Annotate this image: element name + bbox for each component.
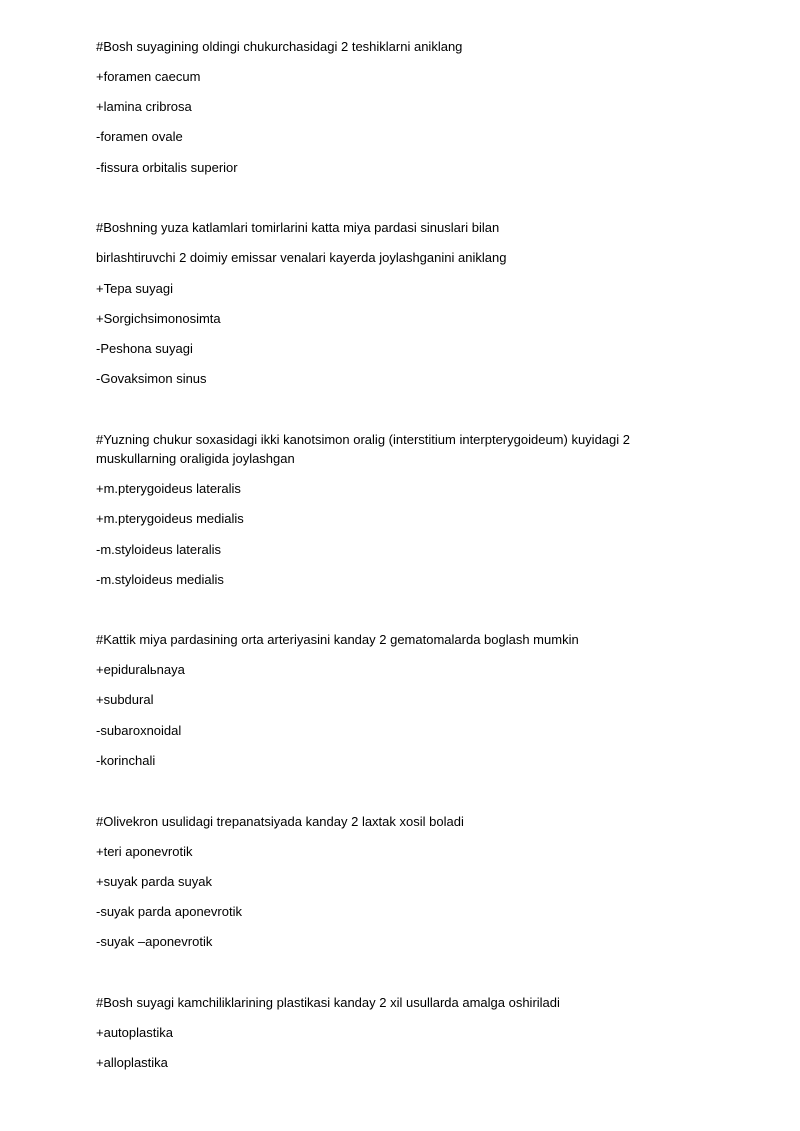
question-1-answer-1: +foramen caecum <box>96 69 201 84</box>
question-2-answer-2: +Sorgichsimonosimta <box>96 311 221 326</box>
question-5-answer-2: +suyak parda suyak <box>96 874 212 889</box>
question-6-answer-2: +alloplastika <box>96 1055 168 1070</box>
question-4-answer-2: +subdural <box>96 692 154 707</box>
question-2-answer-4: -Govaksimon sinus <box>96 371 207 386</box>
question-5-text: #Olivekron usulidagi trepanatsiyada kanday 2 laxtak xosil boladi <box>96 814 464 829</box>
question-5-answer-3: -suyak parda aponevrotik <box>96 904 242 919</box>
question-2-text-line-2: birlashtiruvchi 2 doimiy emissar venalari kayerda joylashganini aniklang <box>96 250 507 265</box>
question-1-answer-4: -fissura orbitalis superior <box>96 160 238 175</box>
question-2-text-line-1: #Boshning yuza katlamlari tomirlarini katta miya pardasi sinuslari bilan <box>96 220 500 235</box>
question-5-answer-1: +teri aponevrotik <box>96 844 193 859</box>
question-2-answer-1: +Tepa suyagi <box>96 281 173 296</box>
question-1-answer-3: -foramen ovale <box>96 129 183 144</box>
question-5-answer-4: -suyak –aponevrotik <box>96 934 213 949</box>
question-6-text: #Bosh suyagi kamchiliklarining plastikasi kanday 2 xil usullarda amalga oshiriladi <box>96 995 560 1010</box>
question-2-answer-3: -Peshona suyagi <box>96 341 193 356</box>
question-3-answer-4: -m.styloideus medialis <box>96 572 224 587</box>
question-6-answer-1: +autoplastika <box>96 1025 173 1040</box>
question-3-answer-1: +m.pterygoideus lateralis <box>96 481 241 496</box>
question-1-answer-2: +lamina cribrosa <box>96 99 192 114</box>
question-4-answer-4: -korinchali <box>96 753 156 768</box>
question-3-answer-3: -m.styloideus lateralis <box>96 542 221 557</box>
question-3-text-line-1: #Yuzning chukur soxasidagi ikki kanotsimon oralig (interstitium interpterygoideum) kuyidagi 2 <box>96 432 630 447</box>
question-4-text: #Kattik miya pardasining orta arteriyasini kanday 2 gematomalarda boglash mumkin <box>96 632 579 647</box>
question-4-answer-3: -subaroxnoidal <box>96 723 182 738</box>
question-3-answer-2: +m.pterygoideus medialis <box>96 511 244 526</box>
question-4-answer-1: +epiduralьnaya <box>96 662 185 677</box>
question-3-text-line-2: muskullarning oraligida joylashgan <box>96 451 295 466</box>
question-1-text: #Bosh suyagining oldingi chukurchasidagi 2 teshiklarni aniklang <box>96 39 463 54</box>
